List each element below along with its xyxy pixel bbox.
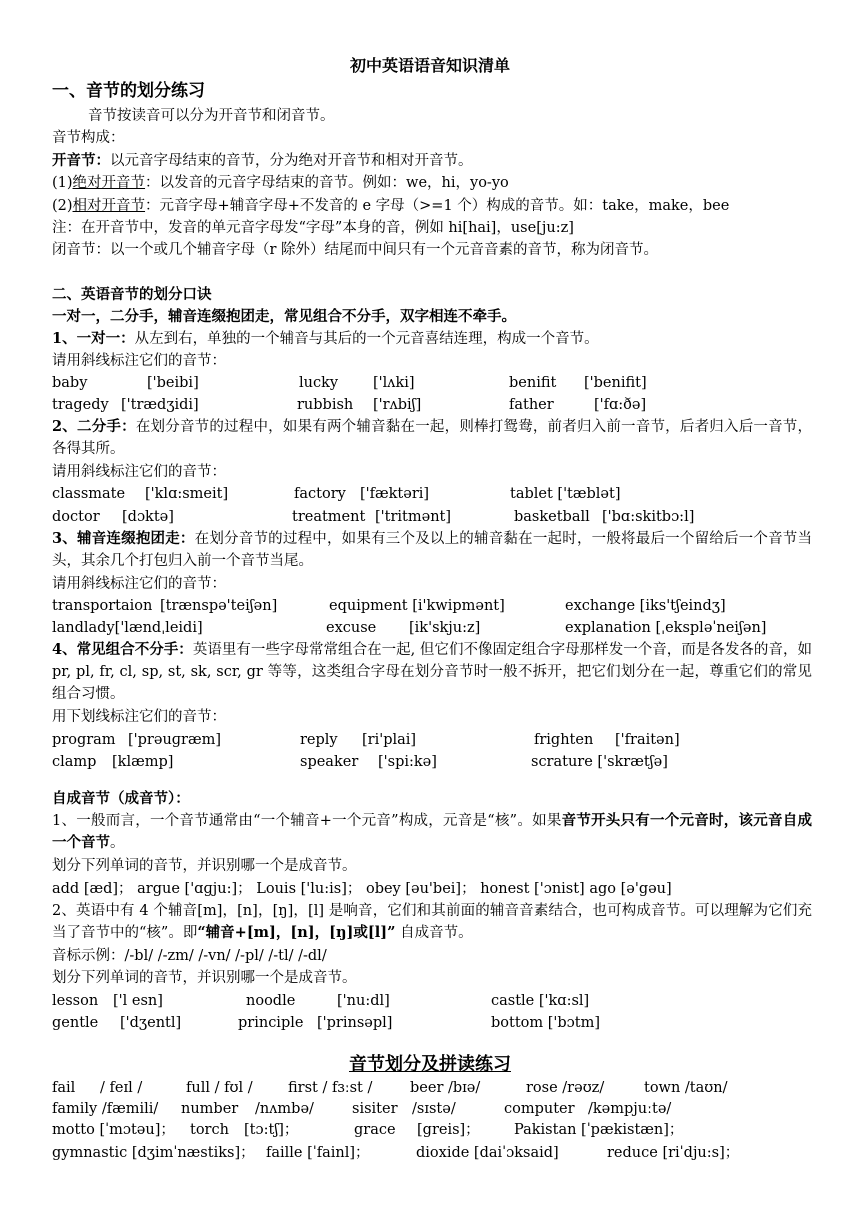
phonetic: ['l esn] — [113, 993, 163, 1009]
word: equipment [i'kwipmənt] — [329, 598, 505, 614]
word: rubbish — [297, 397, 354, 413]
word: computer — [504, 1101, 575, 1117]
section-4-heading: 音节划分及拼读练习 — [349, 1054, 511, 1075]
word: town /taʊn/ — [644, 1080, 728, 1096]
word: fail — [52, 1080, 76, 1096]
word: tablet ['tæblət] — [510, 486, 621, 502]
phonetic: [ri'plai] — [362, 732, 417, 748]
p1-text-a: 1、一般而言，一个音节通常由“一个辅音+一个元音”构成，元音是“核”。如果 — [52, 813, 562, 829]
sec1-note: 注：在开音节中，发音的单元音字母发“字母”本身的音，例如 hi[hai]，use[ju:z] — [52, 220, 574, 236]
phonetic: [ik'skju:z] — [409, 620, 481, 636]
word: family /fæmili/ — [52, 1101, 159, 1117]
phonetic: ['nu:dl] — [337, 993, 390, 1009]
closed-syllable-def: 闭音节：以一个或几个辅音字母（r 除外）结尾而中间只有一个元音音素的音节，称为闭音节。 — [52, 242, 659, 258]
rule-1-text: 从左到右，单独的一个辅音与其后的一个元音喜结连理，构成一个音节。 — [134, 331, 599, 347]
word: lesson — [52, 993, 99, 1009]
phonetic: [greis]； — [417, 1122, 480, 1138]
phonetic: ['benifit] — [584, 375, 647, 391]
rule-3 — [52, 528, 812, 572]
sec3-examples: 音标示例：/-bl/ /-zm/ /-vn/ /-pl/ /-tl/ /-dl/ — [52, 948, 327, 964]
rule-2-prompt: 请用斜线标注它们的音节： — [52, 464, 226, 480]
word: lucky — [299, 375, 339, 391]
rule-4-prompt: 用下划线标注它们的音节： — [52, 709, 226, 725]
abs-text: ：以发音的元音字母结束的音节。例如：we，hi，yo-yo — [145, 175, 509, 191]
abs-label: 绝对开音节 — [72, 175, 146, 191]
section-1-heading: 一、音节的划分练习 — [52, 81, 205, 101]
word: grace — [354, 1122, 396, 1138]
word: bottom ['bɔtm] — [491, 1015, 601, 1031]
word: tragedy — [52, 397, 109, 413]
word: father — [509, 397, 554, 413]
word: benifit — [509, 375, 557, 391]
word: rose /rəʊz/ — [526, 1080, 605, 1096]
word: excuse — [326, 620, 377, 636]
rule-3-prompt: 请用斜线标注它们的音节： — [52, 576, 226, 592]
phonetic: /nʌmbə/ — [255, 1101, 314, 1117]
rule-4-text: 英语里有一些字母常常组合在一起, 但它们不像固定组合字母那样发一个音，而是各发各的音，如 pr, pl, fr, cl, sp, st, sk, scr, gr 等等，这类组合字母在划分音节时一般不拆开，把它们划分在一起，尊重它们的常见组合习惯。 — [52, 642, 813, 702]
word: treatment — [292, 509, 366, 525]
sec3-prompt: 划分下列单词的音节，并识别哪一个是成音节。 — [52, 858, 357, 874]
word: doctor — [52, 509, 100, 525]
word: number — [181, 1101, 239, 1117]
sec3-prompt-2: 划分下列单词的音节，并识别哪一个是成音节。 — [52, 970, 357, 986]
rule-3-label: 3、辅音连缀抱团走： — [52, 530, 195, 547]
section-3-heading: 自成音节（成音节）： — [52, 790, 190, 807]
p2-text-bold: “辅音+[m]，[n]，[ŋ]或[l]” — [197, 924, 396, 941]
rule-1 — [52, 328, 812, 350]
phonetic: /kəmpjuːtə/ — [588, 1101, 672, 1117]
sec1-intro: 音节按读音可以分为开音节和闭音节。 — [88, 108, 335, 124]
word: principle — [238, 1015, 304, 1031]
word: sisiter — [352, 1101, 398, 1117]
p1-text-c: 。 — [110, 835, 125, 851]
word: Pakistan [ˈpækistæn]； — [514, 1122, 684, 1138]
word: transportaion — [52, 598, 153, 614]
sec2-motto: 一对一，二分手，辅音连缀抱团走，常见组合不分手，双字相连不牵手。 — [52, 308, 516, 325]
rule-1-prompt: 请用斜线标注它们的音节： — [52, 353, 226, 369]
phonetic: ['fæktəri] — [360, 486, 430, 502]
phonetic: ['prəuɡræm] — [128, 732, 222, 748]
word: factory — [294, 486, 346, 502]
word: speaker — [300, 754, 359, 770]
rule-2 — [52, 416, 812, 460]
p1-text-bold: 音节开头只有一个元音时，该元音自成一个音节 — [52, 812, 812, 851]
word: clamp — [52, 754, 97, 770]
sec3-words-1: add [æd]； argue ['ɑɡju:]； Louis ['lu:is]； obey [əu'bei]； honest ['ɔnist] ago [ə'gəu] — [52, 881, 672, 897]
rel-label: 相对开音节 — [72, 198, 146, 214]
phonetic: ['tritmənt] — [375, 509, 452, 525]
section-2-heading: 二、英语音节的划分口诀 — [52, 286, 212, 303]
word: first / fɜːst / — [288, 1080, 373, 1096]
phonetic: /sɪstə/ — [412, 1101, 456, 1117]
phonetic: ['trædʒidi] — [121, 397, 199, 413]
sec3-para-1 — [52, 810, 812, 854]
phonetic: ['rʌbiʃ] — [373, 397, 422, 413]
open-syllable-def — [52, 150, 812, 172]
abs-num: (1) — [52, 175, 73, 191]
rule-4-label: 4、常见组合不分手： — [52, 641, 193, 658]
phonetic: ['fraitən] — [615, 732, 680, 748]
word: baby — [52, 375, 88, 391]
phonetic: [tɔ:tʃ]； — [244, 1122, 299, 1138]
phonetic: ['dʒentl] — [120, 1015, 182, 1031]
phonetic: ['klɑ:smeit] — [145, 486, 229, 502]
word: classmate — [52, 486, 126, 502]
word: castle ['kɑ:sl] — [491, 993, 590, 1009]
word: motto [ˈmɔtəu]； — [52, 1122, 175, 1138]
word: full / fʊl / — [186, 1080, 253, 1096]
phonetic: ['spi:kə] — [378, 754, 437, 770]
relative-open-syllable — [52, 195, 812, 217]
absolute-open-syllable — [52, 172, 812, 194]
word: frighten — [534, 732, 594, 748]
rel-text: ：元音字母+辅音字母+不发音的 e 字母（>=1 个）构成的音节。如：take，make，bee — [145, 198, 730, 214]
rule-4 — [52, 639, 812, 705]
word: gymnastic [dʒimˈnæstiks]； — [52, 1145, 255, 1161]
phonetic: ['fɑ:ðə] — [594, 397, 647, 413]
sec1-composition: 音节构成： — [52, 130, 125, 146]
p2-text-c: 自成音节。 — [395, 925, 473, 941]
phonetic: ['lʌki] — [373, 375, 415, 391]
rel-num: (2) — [52, 198, 73, 214]
page-title: 初中英语语音知识清单 — [349, 56, 510, 75]
word: dioxide [daiˈɔksaid] — [416, 1145, 559, 1161]
phonetic: [klæmp] — [112, 754, 174, 770]
word: scrature ['skrætʃə] — [531, 754, 668, 770]
word: noodle — [246, 993, 296, 1009]
word: program — [52, 732, 116, 748]
phonetic: [dɔktə] — [122, 509, 174, 525]
phonetic: ['beibi] — [147, 375, 199, 391]
word: exchange [iks'tʃeindʒ] — [565, 598, 726, 614]
open-syllable-label: 开音节： — [52, 152, 110, 169]
word: beer /bɪə/ — [410, 1080, 481, 1096]
word: explanation [ˌekspləˈneiʃən] — [565, 620, 767, 636]
rule-1-label: 1、一对一： — [52, 330, 135, 347]
phonetic: / feɪl / — [100, 1080, 143, 1096]
word: reply — [300, 732, 338, 748]
phonetic: ['prinsəpl] — [317, 1015, 393, 1031]
rule-2-label: 2、二分手： — [52, 418, 136, 435]
open-syllable-text: 以元音字母结束的音节，分为绝对开音节和相对开音节。 — [110, 153, 473, 169]
word: gentle — [52, 1015, 99, 1031]
sec3-para-2 — [52, 900, 812, 944]
phonetic: ['bɑ:skitbɔ:l] — [602, 509, 695, 525]
p2-text-a: 2、英语中有 4 个辅音[m]，[n]，[ŋ]，[l] 是响音，它们和其前面的辅音音素结合，也可构成音节。可以理解为它们充当了音节中的“核”。即 — [52, 903, 812, 941]
rule-3-text: 在划分音节的过程中，如果有三个及以上的辅音黏在一起时，一般将最后一个留给后一个音节当头，其余几个打包归入前一个音节当尾。 — [52, 531, 813, 569]
word: reduce [riˈdju:s]； — [607, 1145, 740, 1161]
phonetic: [trænspə'teiʃən] — [160, 598, 278, 614]
word: torch — [190, 1122, 229, 1138]
word: landlady['lændˌleidi] — [52, 620, 203, 636]
word: faille [ˈfainl]； — [266, 1145, 370, 1161]
word: basketball — [514, 509, 590, 525]
rule-2-text: 在划分音节的过程中，如果有两个辅音黏在一起，则棒打鸳鸯，前者归入前一音节，后者归入后一音节，各得其所。 — [52, 419, 813, 457]
